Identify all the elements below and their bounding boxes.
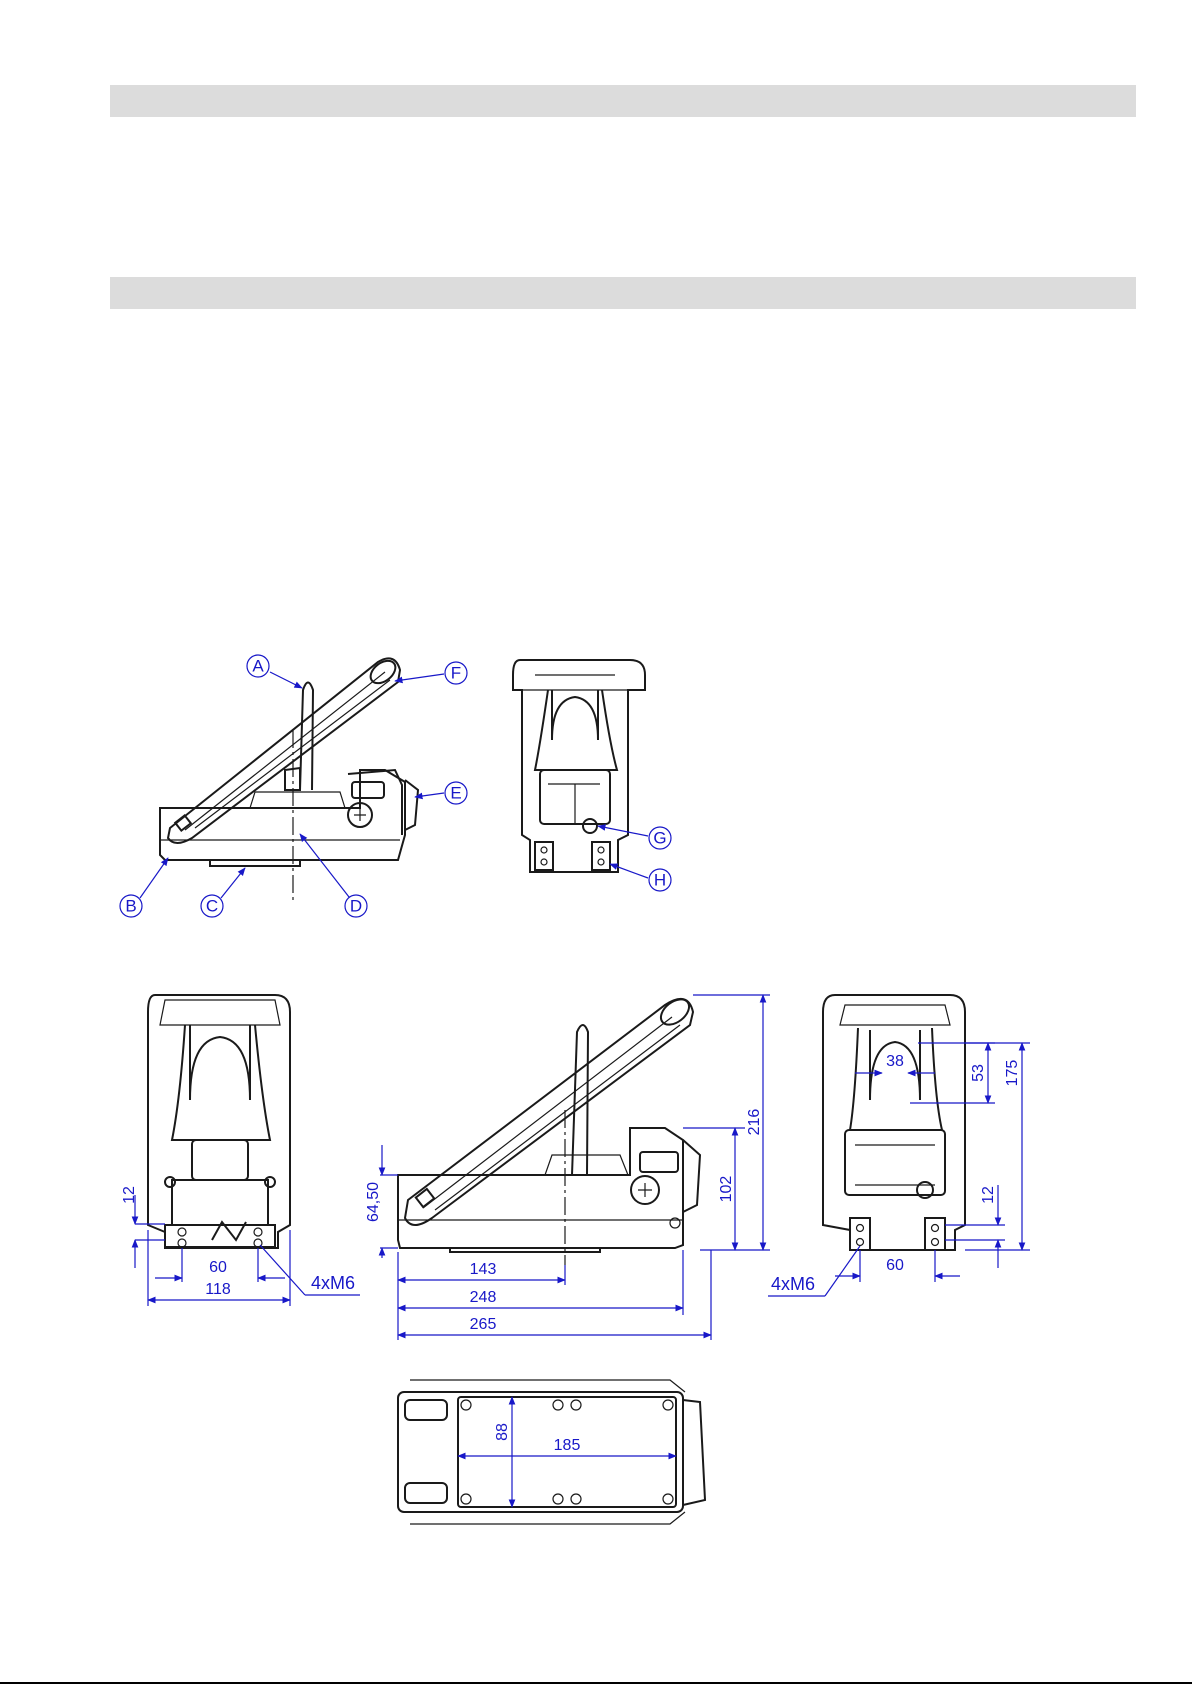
dim-side-base-length: 248 <box>469 1289 497 1306</box>
dim-rear-thread: 4xM6 <box>770 1274 816 1294</box>
callout-d-label: D <box>349 896 363 916</box>
dim-front-total-width: 118 <box>205 1281 231 1298</box>
dim-side-body-height: 102 <box>718 1175 735 1203</box>
dim-rear-mount-width: 60 <box>886 1257 904 1274</box>
callout-g-label: G <box>653 828 667 848</box>
callout-d <box>300 834 367 917</box>
side-dimension-lines <box>380 995 770 1340</box>
callout-c-label: C <box>205 896 219 916</box>
dim-side-pivot: 143 <box>469 1261 497 1278</box>
dim-bottom-length: 185 <box>553 1437 581 1454</box>
front-view-dimensioned <box>148 995 290 1248</box>
dim-rear-height-a: 53 <box>970 1064 987 1082</box>
dim-rear-opening: 38 <box>886 1053 904 1070</box>
callout-c <box>201 868 245 917</box>
callout-h-label: H <box>653 870 667 890</box>
dim-front-thread: 4xM6 <box>310 1273 356 1293</box>
callout-e <box>415 782 467 804</box>
dim-front-mount-width: 60 <box>209 1259 227 1276</box>
callout-b <box>120 858 168 917</box>
footer-rule <box>0 1682 1192 1684</box>
callout-a <box>247 655 302 688</box>
dim-front-height: 12 <box>121 1186 138 1204</box>
callout-e-label: E <box>450 783 462 803</box>
front-view-callouts <box>513 660 645 872</box>
callout-a-label: A <box>252 656 264 676</box>
dim-rear-height-c: 12 <box>980 1186 997 1204</box>
callout-b-label: B <box>125 896 137 916</box>
dim-side-base-height: 64,50 <box>365 1181 382 1223</box>
dim-bottom-width: 88 <box>494 1423 511 1441</box>
bottom-view <box>398 1380 705 1524</box>
side-view-callouts <box>160 656 418 900</box>
callout-g <box>598 826 671 849</box>
dim-side-total-height: 216 <box>746 1108 763 1136</box>
callout-f <box>395 662 467 684</box>
side-view-dimensioned <box>398 994 700 1265</box>
rear-view-dimensioned <box>823 995 965 1250</box>
callout-h <box>610 864 671 891</box>
dim-rear-height-b: 175 <box>1004 1059 1021 1087</box>
dim-side-total-length: 265 <box>469 1316 497 1333</box>
callout-f-label: F <box>450 663 462 683</box>
